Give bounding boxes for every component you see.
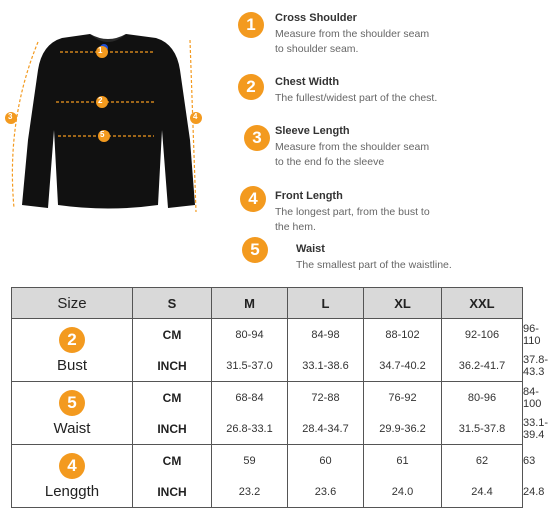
- unit-label: INCH: [133, 476, 212, 508]
- number-badge: 2: [59, 327, 85, 353]
- table-row: 5 Waist CM 68-84 72-88 76-92 80-96 84-100: [12, 382, 523, 414]
- legend-desc: The smallest part of the waistline.: [296, 259, 452, 271]
- legend-title: Chest Width: [275, 76, 340, 88]
- number-badge: 5: [59, 390, 85, 416]
- measure-group-cell: [12, 319, 133, 382]
- table-cell: 34.7-40.2: [364, 350, 442, 382]
- shirt-marker-5: 5: [100, 130, 105, 139]
- legend-desc: Measure from the shoulder seam: [275, 141, 430, 153]
- legend-desc: The fullest/widest part of the chest.: [275, 92, 438, 104]
- table-cell: 88-102: [364, 319, 442, 351]
- table-cell: 26.8-33.1: [212, 413, 288, 445]
- legend-desc: to shoulder seam.: [275, 43, 359, 55]
- number-badge: 1: [238, 12, 264, 38]
- table-row: 2 Bust CM 80-94 84-98 88-102 92-106 96-110: [12, 319, 523, 351]
- table-row: INCH 23.2 23.6 24.0 24.4 24.8: [12, 476, 523, 508]
- table-cell: 76-92: [364, 382, 442, 414]
- table-row: INCH 26.8-33.1 28.4-34.7 29.9-36.2 31.5-37.8 33.1-39.4: [12, 413, 523, 445]
- shirt-illustration: [0, 0, 220, 240]
- table-row: INCH 31.5-37.0 33.1-38.6 34.7-40.2 36.2-41.7 37.8-43.3: [12, 350, 523, 382]
- size-header: Size: [12, 288, 133, 319]
- table-cell: 92-106: [442, 319, 523, 351]
- measure-label: Lenggth: [44, 482, 100, 500]
- table-cell: 33.1-38.6: [288, 350, 364, 382]
- table-cell: 31.5-37.0: [212, 350, 288, 382]
- measure-label: Waist: [53, 419, 91, 437]
- shirt-marker-2: 2: [98, 96, 103, 105]
- measure-label: Bust: [56, 356, 87, 374]
- legend-desc: the hem.: [275, 221, 316, 233]
- size-column-header: XXL: [442, 288, 523, 319]
- legend-title: Cross Shoulder: [275, 12, 357, 24]
- unit-label: CM: [133, 319, 212, 351]
- unit-label: CM: [133, 382, 212, 414]
- table-cell: 23.6: [288, 476, 364, 508]
- table-cell: 80-96: [442, 382, 523, 414]
- legend-title: Front Length: [275, 190, 343, 202]
- shirt-marker-3: 3: [8, 112, 13, 121]
- table-cell: 24.0: [364, 476, 442, 508]
- table-cell: 84-98: [288, 319, 364, 351]
- table-cell: 59: [212, 445, 288, 477]
- size-column-header: L: [288, 288, 364, 319]
- table-cell: 62: [442, 445, 523, 477]
- unit-label: INCH: [133, 350, 212, 382]
- sweater-icon: [0, 0, 220, 240]
- measure-group-cell: [12, 382, 133, 445]
- table-header-row: [12, 288, 523, 319]
- number-badge: 5: [242, 237, 268, 263]
- table-cell: 68-84: [212, 382, 288, 414]
- legend-title: Waist: [296, 243, 325, 255]
- size-column-header: M: [212, 288, 288, 319]
- table-cell: 24.4: [442, 476, 523, 508]
- table-cell: 72-88: [288, 382, 364, 414]
- size-column-header: S: [133, 288, 212, 319]
- table-cell: 29.9-36.2: [364, 413, 442, 445]
- number-badge: 2: [238, 74, 264, 100]
- table-cell: 80-94: [212, 319, 288, 351]
- table-cell: 23.2: [212, 476, 288, 508]
- table-cell: 36.2-41.7: [442, 350, 523, 382]
- unit-label: CM: [133, 445, 212, 477]
- table-cell: 60: [288, 445, 364, 477]
- legend-desc: The longest part, from the bust to: [275, 206, 430, 218]
- shirt-marker-1: 1: [98, 46, 103, 55]
- table-cell: 28.4-34.7: [288, 413, 364, 445]
- legend-desc: to the end fo the sleeve: [275, 156, 385, 168]
- table-row: 4 Lenggth CM 59 60 61 62 63: [12, 445, 523, 477]
- size-column-header: XL: [364, 288, 442, 319]
- number-badge: 3: [244, 125, 270, 151]
- measure-group-cell: [12, 445, 133, 508]
- legend-desc: Measure from the shoulder seam: [275, 28, 430, 40]
- table-cell: 31.5-37.8: [442, 413, 523, 445]
- legend-title: Sleeve Length: [275, 125, 350, 137]
- table-cell: 61: [364, 445, 442, 477]
- number-badge: 4: [59, 453, 85, 479]
- shirt-marker-4: 4: [193, 112, 198, 121]
- size-chart-table: [11, 287, 548, 508]
- number-badge: 4: [240, 186, 266, 212]
- unit-label: INCH: [133, 413, 212, 445]
